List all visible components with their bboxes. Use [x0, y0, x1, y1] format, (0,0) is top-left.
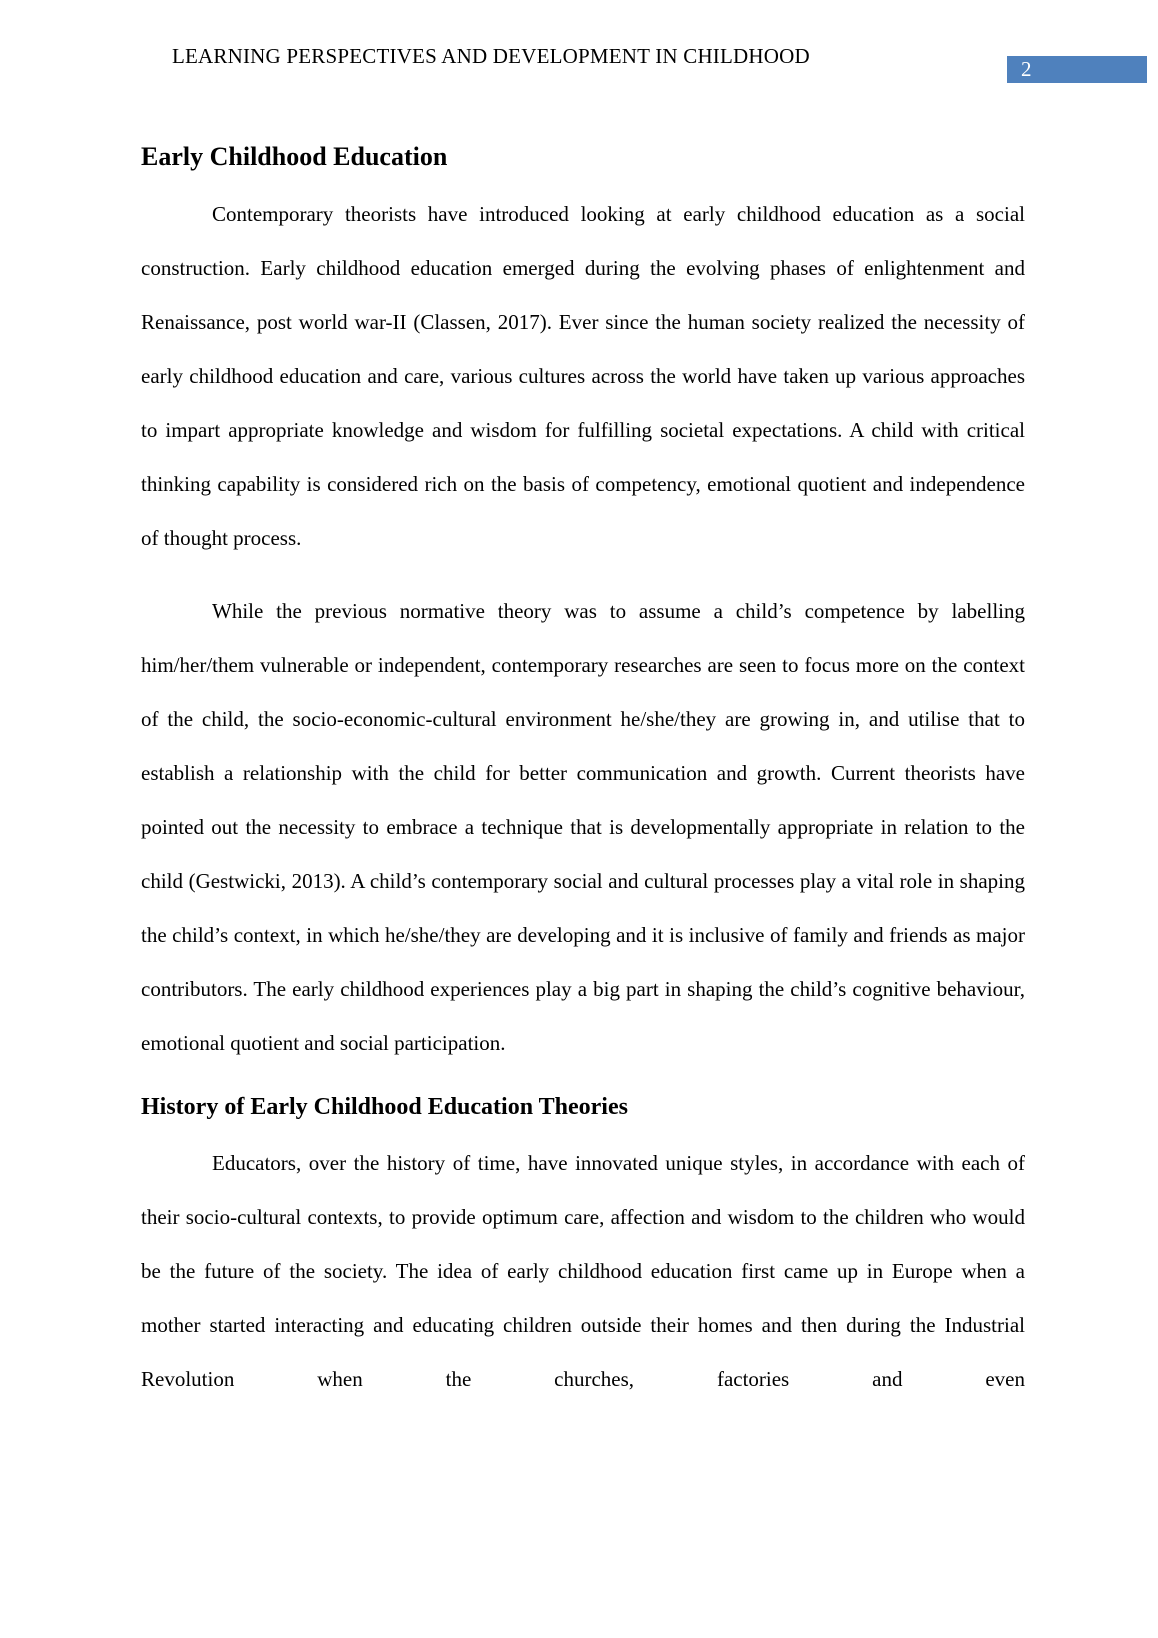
paragraph: While the previous normative theory was to assume a child’s competence by labelling him/her/them vulnerable or independent, contemporary researches are seen to focus more on the context of the child, the socio-economic-cultural environment he/she/they are growing in, and utilise that to establish a relationship with the child for better communication and growth. Current theorists have pointed out the necessity to embrace a technique that is developmentally appropriate in relation to the child (Gestwicki, 2013). A child’s contemporary social and cultural processes play a vital role in shaping the child’s context, in which he/she/they are developing and it is inclusive of family and friends as major contributors. The early childhood experiences play a big part in shaping the child’s cognitive behaviour, emotional quotient and social participation. — [141, 599, 1025, 1055]
section-heading-early-childhood-education: Early Childhood Education — [141, 142, 448, 171]
paragraph: Contemporary theorists have introduced looking at early childhood education as a social construction. Early childhood education emerged during the evolving phases of enlightenment and Renaissance, post world war-II (Classen, 2017). Ever since the human society realized the necessity of early childhood education and care, various cultures across the world have taken up various approaches to impart appropriate knowledge and wisdom for fulfilling societal expectations. A child with critical thinking capability is considered rich on the basis of competency, emotional quotient and independence of thought process. — [141, 202, 1025, 550]
paragraph: Educators, over the history of time, have innovated unique styles, in accordance with each of their socio-cultural contexts, to provide optimum care, affection and wisdom to the children who would be the future of the society. The idea of early childhood education first came up in Europe when a mother started interacting and educating children outside their homes and then during the Industrial Revolution when the churches, factories and even — [141, 1151, 1025, 1391]
page-number: 2 — [1007, 56, 1147, 83]
running-head: LEARNING PERSPECTIVES AND DEVELOPMENT IN CHILDHOOD — [172, 44, 810, 68]
document-body — [141, 138, 1025, 1406]
section-heading-history: History of Early Childhood Education Theories — [141, 1094, 628, 1120]
